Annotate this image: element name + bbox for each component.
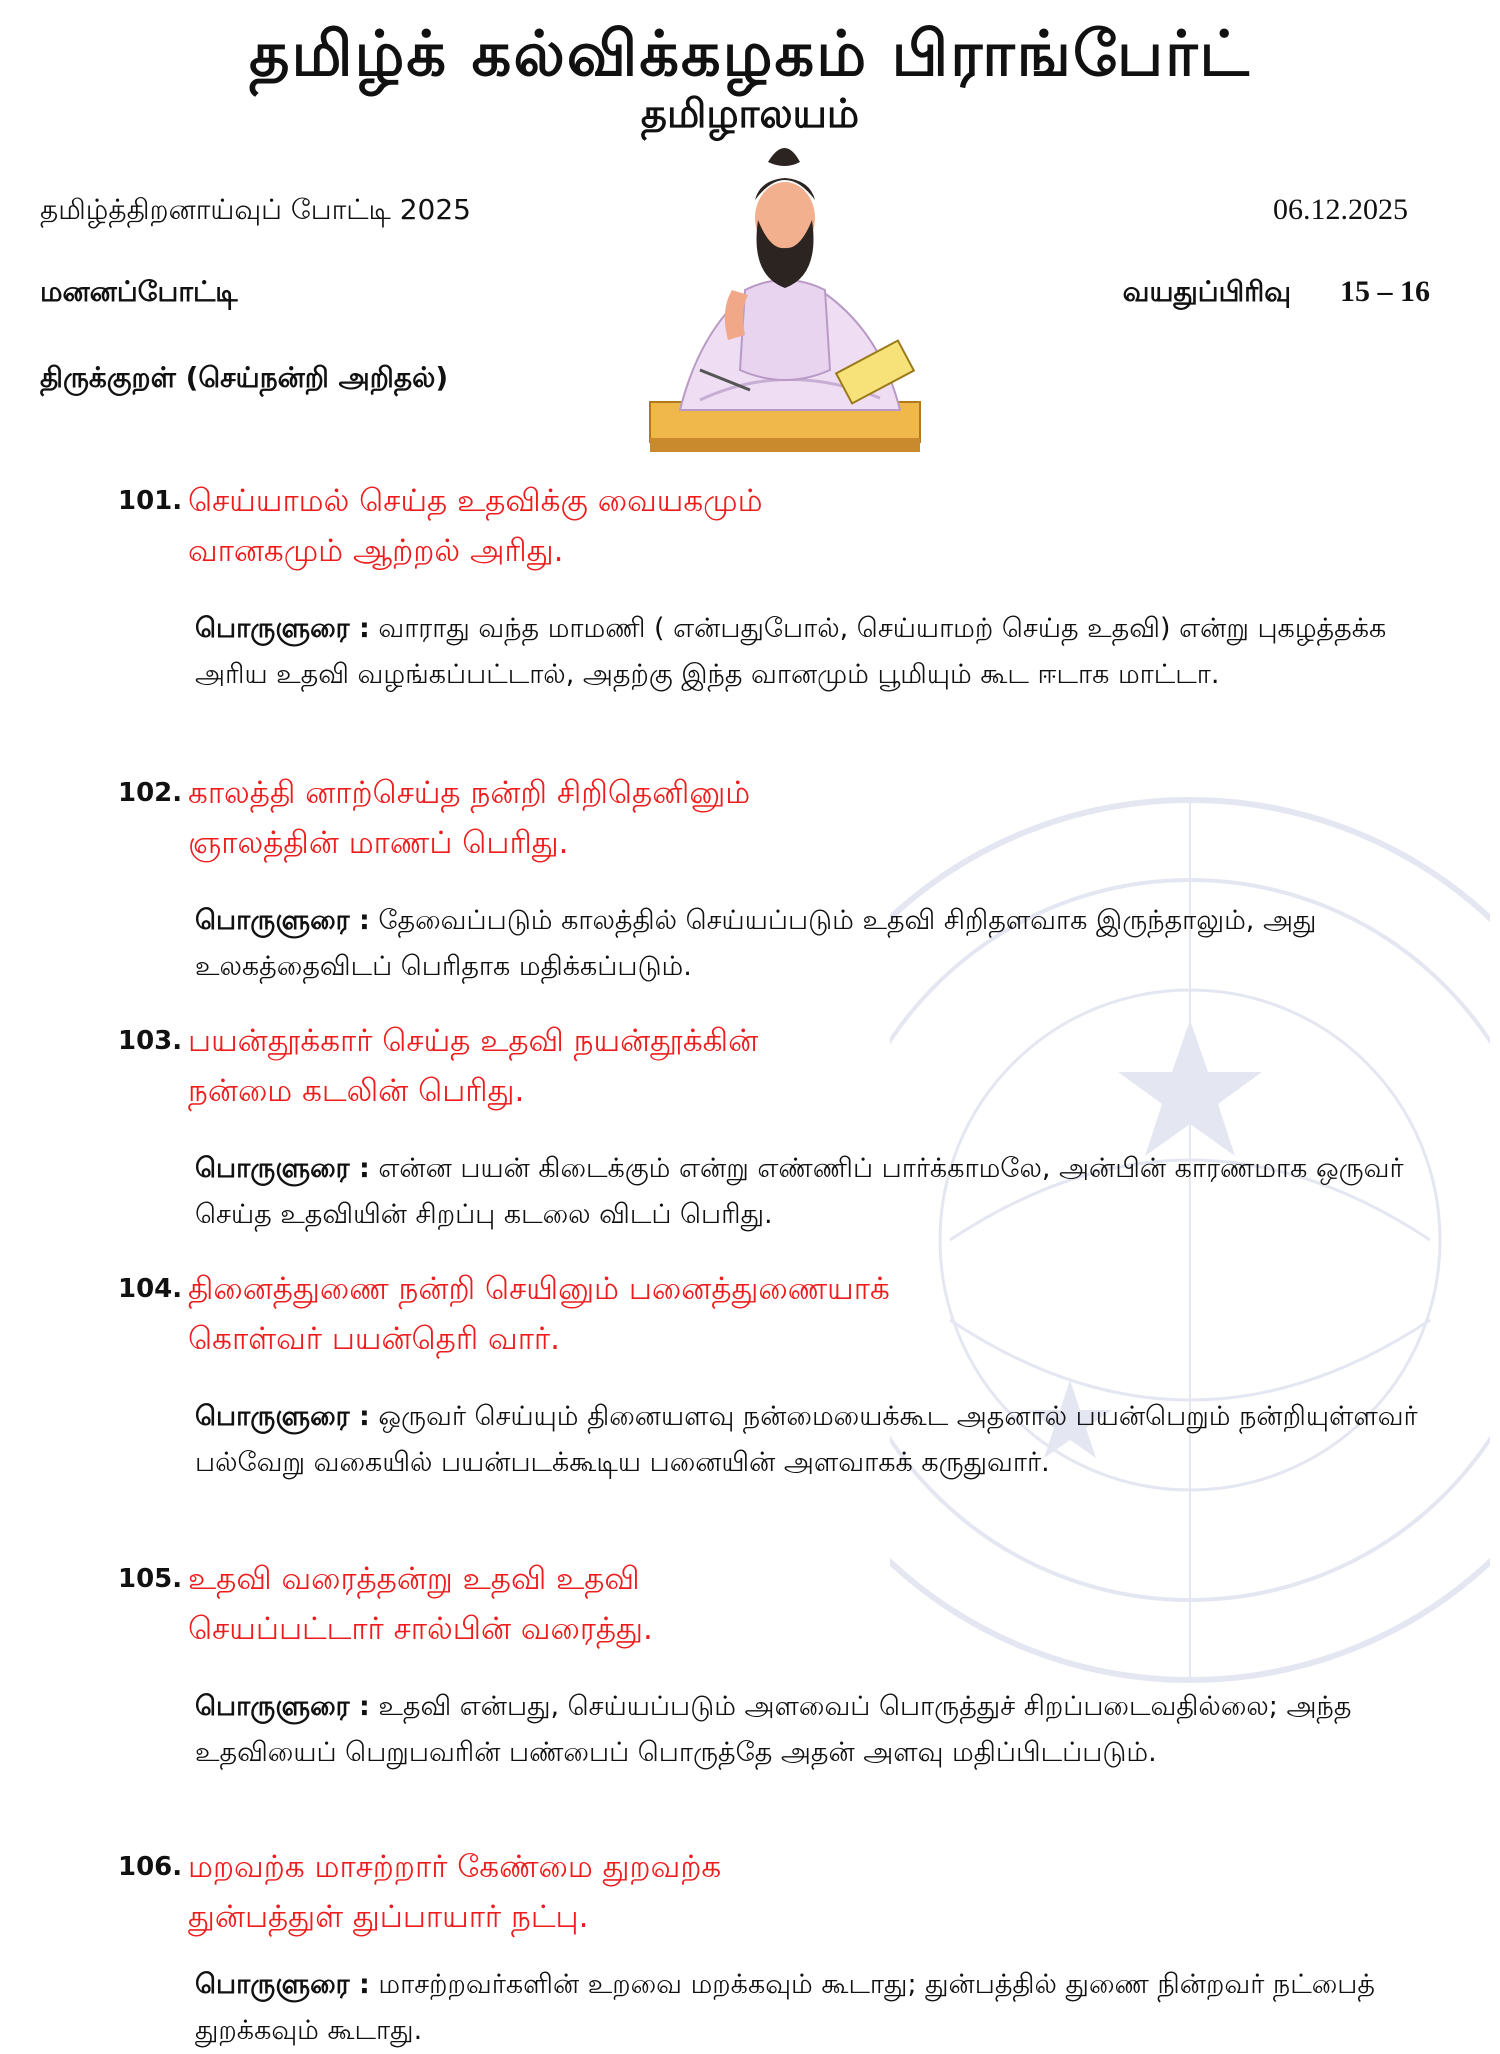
meaning-label: பொருளுரை :: [195, 905, 370, 936]
kural-meaning: [195, 1962, 1425, 2054]
age-group-label: வயதுப்பிரிவு: [1122, 275, 1292, 308]
page-title: தமிழ்க் கல்விக்கழகம் பிராங்பேர்ட்: [249, 17, 1251, 90]
kural-line-1: செய்யாமல் செய்த உதவிக்கு வையகமும்: [188, 483, 763, 519]
category-label: மனனப்போட்டி: [40, 275, 238, 308]
meaning-text: உதவி என்பது, செய்யப்படும் அளவைப் பொருத்துச் சிறப்படைவதில்லை; அந்த உதவியைப் பெறுபவரின் பண்பைப் பொருத்தே அதன் அளவு மதிப்பிடப்படும்.: [195, 1691, 1352, 1768]
kural-number: 105.: [118, 1564, 183, 1594]
watermark-seal: [890, 720, 1490, 1820]
meaning-label: பொருளுரை :: [195, 1691, 370, 1722]
kural-number: 106.: [118, 1852, 183, 1882]
page-subtitle: தமிழாலயம்: [640, 91, 860, 137]
meaning-label: பொருளுரை :: [195, 1153, 370, 1184]
kural-line-1: தினைத்துணை நன்றி செயினும் பனைத்துணையாக்: [188, 1271, 890, 1307]
kural-line-2: ஞாலத்தின் மாணப் பெரிது.: [188, 825, 569, 861]
kural-meaning: [195, 898, 1425, 990]
kural-meaning: [195, 1684, 1425, 1776]
kural-line-2: செயப்பட்டார் சால்பின் வரைத்து.: [188, 1611, 653, 1647]
kural-number: 102.: [118, 778, 183, 808]
meaning-text: தேவைப்படும் காலத்தில் செய்யப்படும் உதவி சிறிதளவாக இருந்தாலும், அது உலகத்தைவிடப் பெரிதாக மதிக்கப்படும்.: [195, 905, 1317, 982]
meaning-text: வாராது வந்த மாமணி ( என்பதுபோல், செய்யாமற் செய்த உதவி) என்று புகழத்தக்க அரிய உதவி வழங்கப்பட்டால், அதற்கு இந்த வானமும் பூமியும் கூட ஈடாக மாட்டா.: [195, 613, 1387, 690]
kural-meaning: [195, 1394, 1425, 1486]
kural-line-1: உதவி வரைத்தன்று உதவி உதவி: [188, 1561, 640, 1597]
competition-name: தமிழ்த்திறனாய்வுப் போட்டி 2025: [40, 193, 471, 226]
thiruvalluvar-illustration: [640, 140, 930, 460]
meaning-text: ஒருவர் செய்யும் தினையளவு நன்மையைக்கூட அதனால் பயன்பெறும் நன்றியுள்ளவர் பல்வேறு வகையில் பயன்படக்கூடிய பனையின் அளவாகக் கருதுவார்.: [195, 1401, 1418, 1478]
kural-meaning: [195, 1146, 1425, 1238]
kural-line-2: கொள்வர் பயன்தெரி வார்.: [188, 1321, 560, 1357]
kural-line-2: வானகமும் ஆற்றல் அரிது.: [188, 533, 564, 569]
meaning-text: என்ன பயன் கிடைக்கும் என்று எண்ணிப் பார்க்காமலே, அன்பின் காரணமாக ஒருவர் செய்த உதவியின் சிறப்பு கடலை விடப் பெரிது.: [195, 1153, 1404, 1230]
chapter-title: திருக்குறள் (செய்நன்றி அறிதல்): [40, 361, 449, 394]
kural-line-1: மறவற்க மாசற்றார் கேண்மை துறவற்க: [188, 1849, 722, 1885]
kural-meaning: [195, 606, 1425, 698]
age-group: [1123, 272, 1430, 312]
meaning-label: பொருளுரை :: [195, 1401, 370, 1432]
kural-line-2: நன்மை கடலின் பெரிது.: [188, 1073, 525, 1109]
kural-number: 104.: [118, 1274, 183, 1304]
meaning-label: பொருளுரை :: [195, 1969, 370, 2000]
meaning-text: மாசற்றவர்களின் உறவை மறக்கவும் கூடாது; துன்பத்தில் துணை நின்றவர் நட்பைத் துறக்கவும் கூடாது.: [195, 1969, 1375, 2046]
age-group-value: 15 – 16: [1340, 275, 1430, 308]
kural-number: 103.: [118, 1026, 183, 1056]
kural-line-1: காலத்தி னாற்செய்த நன்றி சிறிதெனினும்: [188, 775, 751, 811]
kural-line-2: துன்பத்துள் துப்பாயார் நட்பு.: [188, 1899, 589, 1935]
kural-line-1: பயன்தூக்கார் செய்த உதவி நயன்தூக்கின்: [188, 1023, 759, 1059]
meaning-label: பொருளுரை :: [195, 613, 370, 644]
document-date: 06.12.2025: [1273, 193, 1408, 226]
kural-number: 101.: [118, 486, 183, 516]
